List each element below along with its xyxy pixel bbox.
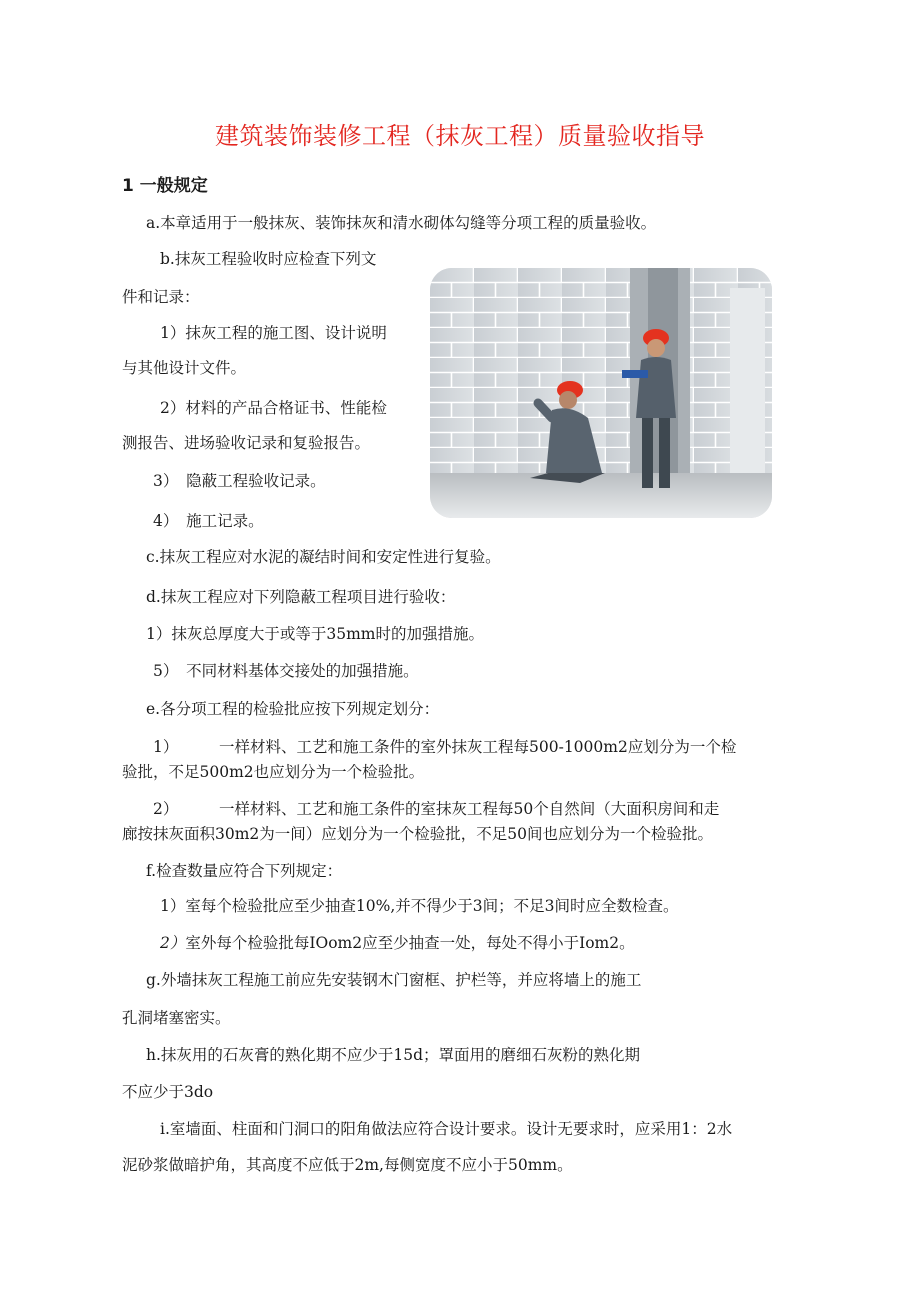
item-e2-number: 2） <box>153 800 179 818</box>
item-e1-line2: 验批，不足500m2也应划分为一个检验批。 <box>122 763 425 781</box>
item-d5: 5） 不同材料基体交接处的加强措施。 <box>153 662 419 680</box>
item-b2-line1: 2）材料的产品合格证书、性能检 <box>160 399 387 417</box>
item-b1-line2: 与其他设计文件。 <box>122 359 247 377</box>
paragraph-i-line2: 泥砂浆做暗护角，其高度不应低于2m,每侧宽度不应小于50mm。 <box>122 1156 573 1174</box>
item-b3: 3） 隐蔽工程验收记录。 <box>153 472 326 490</box>
item-b2-line2: 测报告、进场验收记录和复验报告。 <box>122 434 371 452</box>
paragraph-c: c.抹灰工程应对水泥的凝结时间和安定性进行复验。 <box>146 548 501 566</box>
paragraph-d: d.抹灰工程应对下列隐蔽工程项目进行验收： <box>146 588 456 606</box>
item-e2-line2: 廊按抹灰面积30m2为一间）应划分为一个检验批，不足50间也应划分为一个检验批。 <box>122 825 714 843</box>
paragraph-e: e.各分项工程的检验批应按下列规定划分： <box>146 700 440 718</box>
item-b4: 4） 施工记录。 <box>153 512 264 530</box>
wall-inspection-illustration <box>430 268 772 518</box>
paragraph-h-line2: 不应少于3do <box>122 1083 214 1101</box>
paragraph-a: a.本章适用于一般抹灰、装饰抹灰和清水砌体勾缝等分项工程的质量验收。 <box>146 214 657 232</box>
item-e1-number: 1） <box>153 738 179 756</box>
item-f1: 1）室每个检验批应至少抽查10%,并不得少于3间；不足3间时应全数检查。 <box>160 897 679 915</box>
item-b1-line1: 1）抹灰工程的施工图、设计说明 <box>160 324 387 342</box>
paragraph-g-line2: 孔洞堵塞密实。 <box>122 1009 231 1027</box>
item-e2-line1 <box>153 799 719 819</box>
item-f2-number: 2） <box>160 934 186 952</box>
item-e1-text: 一样材料、工艺和施工条件的室外抹灰工程每500-1000m2应划分为一个检 <box>219 738 737 756</box>
paragraph-b-line1: b.抹灰工程验收时应检查下列文 <box>160 250 377 268</box>
item-e1-line1 <box>153 737 736 757</box>
item-d1: 1）抹灰总厚度大于或等于35mm时的加强措施。 <box>146 625 484 643</box>
paragraph-h-line1: h.抹灰用的石灰膏的熟化期不应少于15d；罩面用的磨细石灰粉的熟化期 <box>146 1046 641 1064</box>
paragraph-b-line2: 件和记录： <box>122 288 200 306</box>
paragraph-i-line1: i.室墙面、柱面和门洞口的阳角做法应符合设计要求。设计无要求时，应采用1：2水 <box>160 1120 733 1138</box>
item-f2-text: 室外每个检验批每IOom2应至少抽查一处，每处不得小于Iom2。 <box>185 934 635 952</box>
paragraph-f: f.检查数量应符合下列规定： <box>146 862 343 880</box>
document-title: 建筑装饰装修工程（抹灰工程）质量验收指导 <box>215 122 705 150</box>
item-f2 <box>160 933 635 953</box>
item-e2-text: 一样材料、工艺和施工条件的室抹灰工程每50个自然间（大面积房间和走 <box>219 800 720 818</box>
inspection-photo <box>430 268 772 518</box>
section-heading: 1 一般规定 <box>122 176 208 196</box>
paragraph-g-line1: g.外墙抹灰工程施工前应先安装钢木门窗框、护栏等，并应将墙上的施工 <box>146 971 642 989</box>
